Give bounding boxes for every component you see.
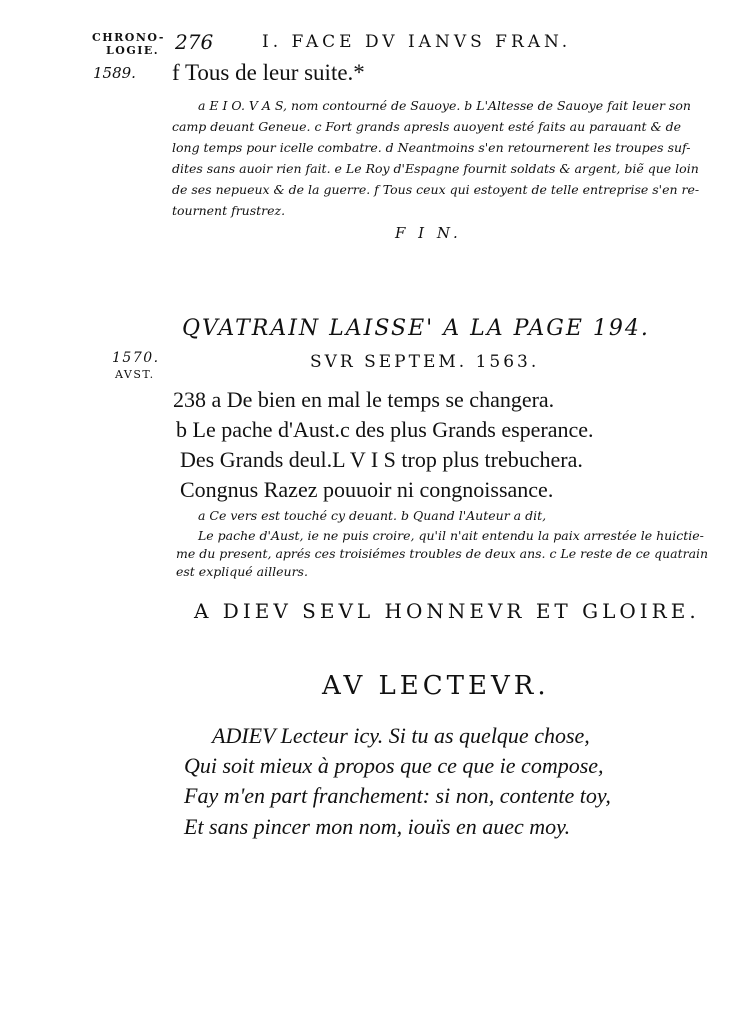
top-note-1: a E I O. V A S, nom contourné de Sauoye. b L'Altesse de Sauoye fait leuer son — [198, 98, 691, 113]
quatrain-note-3: me du present, aprés ces troisiémes troubles de deux ans. c Le reste de ce quatrain — [176, 546, 709, 561]
motto: A DIEV SEVL HONNEVR ET GLOIRE. — [194, 599, 700, 623]
verse-line-2: Qui soit mieux à propos que ce que ie compose, — [184, 753, 604, 778]
quatrain-line-2: b Le pache d'Aust.c des plus Grands esperance. — [176, 417, 594, 442]
quatrain-note-4: est expliqué ailleurs. — [176, 564, 308, 579]
margin-chronologie-2: LOGIE. — [106, 44, 160, 57]
quatrain-note-1: a Ce vers est touché cy deuant. b Quand l'Auteur a dit, — [198, 508, 547, 523]
margin-chronologie-1: CHRONO- — [92, 31, 165, 44]
au-lecteur-title: AV LECTEVR. — [322, 671, 550, 701]
verse-line-1: ADIEV Lecteur icy. Si tu as quelque chose, — [212, 723, 590, 748]
verse-line-3: Fay m'en part franchement: si non, contente toy, — [184, 783, 611, 808]
fin-label: F I N. — [395, 224, 462, 242]
margin-year-1570: 1570. — [112, 350, 160, 366]
tous-de-leur-suite-line: f Tous de leur suite.* — [172, 60, 365, 85]
margin-year-1589: 1589. — [93, 64, 136, 82]
quatrain-line-4: Congnus Razez pouuoir ni congnoissance. — [180, 477, 554, 502]
running-title: I. FACE DV IANVS FRAN. — [262, 32, 572, 52]
top-note-3: long temps pour icelle combatre. d Neantmoins s'en retournerent les troupes suf- — [172, 140, 691, 155]
top-note-4: dites sans auoir rien fait. e Le Roy d'Espagne fournit soldats & argent, biẽ que loin — [172, 161, 699, 176]
verse-line-4: Et sans pincer mon nom, iouïs en auec moy. — [184, 814, 571, 839]
quatrain-subheading: SVR SEPTEM. 1563. — [310, 352, 540, 372]
quatrain-line-3: Des Grands deul.L V I S trop plus trebuchera. — [180, 447, 583, 472]
page-number: 276 — [175, 30, 214, 54]
margin-month-avst: AVST. — [115, 368, 155, 381]
quatrain-note-2: Le pache d'Aust, ie ne puis croire, qu'il n'ait entendu la paix arrestée le huictie- — [198, 528, 704, 543]
top-note-5: de ses nepueux & de la guerre. f Tous ceux qui estoyent de telle entreprise s'en re- — [172, 182, 700, 197]
quatrain-line-1: 238 a De bien en mal le temps se changera. — [173, 387, 555, 412]
top-note-2: camp deuant Geneue. c Fort grands apresls auoyent esté faits au parauant & de — [172, 119, 682, 134]
quatrain-heading: QVATRAIN LAISSE' A LA PAGE 194. — [182, 316, 650, 341]
top-note-6: tournent frustrez. — [172, 203, 286, 218]
